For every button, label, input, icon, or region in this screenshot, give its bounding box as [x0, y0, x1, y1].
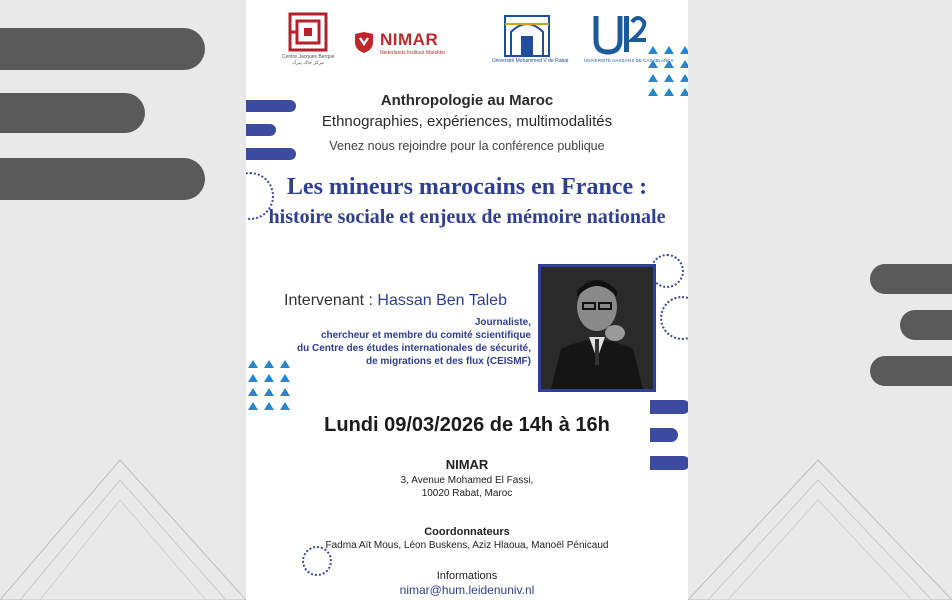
logo-row	[246, 12, 688, 78]
header-line3: Venez nous rejoindre pour la conférence publique	[329, 139, 605, 153]
conference-subtitle: histoire sociale et enjeux de mémoire nationale	[268, 206, 666, 228]
nimar-logo-title: NIMAR	[380, 30, 439, 49]
uh2-logo	[584, 12, 674, 63]
cjb-logo-caption: Centre Jacques Berque	[282, 54, 335, 60]
cjb-logo	[282, 12, 334, 66]
um5-logo	[492, 12, 569, 64]
speaker-bio	[297, 316, 531, 368]
venue-address-line2: 10020 Rabat, Maroc	[421, 488, 513, 499]
conference-title: Les mineurs marocains en France :	[286, 174, 648, 200]
speaker-bio-line: Journaliste,	[474, 317, 531, 328]
speaker-bio-line: chercheur et membre du comité scientifique	[320, 330, 531, 341]
background-shape	[0, 158, 205, 200]
venue-name: NIMAR	[445, 457, 489, 472]
um5-logo-caption: Université Mohammed V de Rabat	[492, 58, 569, 64]
info-label: Informations	[436, 570, 498, 582]
background-shape	[870, 356, 952, 386]
background-shape	[0, 93, 145, 133]
background-pattern	[688, 420, 952, 600]
speaker-photo	[538, 264, 656, 392]
coordinators-label: Coordonnateurs	[424, 526, 510, 538]
decorative-dotted-circle	[660, 296, 688, 340]
background-shape	[0, 28, 205, 70]
speaker-label: Intervenant :	[284, 292, 373, 309]
background-pattern	[0, 420, 246, 600]
venue-address-line1: 3, Avenue Mohamed El Fassi,	[400, 475, 534, 486]
event-date: Lundi 09/03/2026 de 14h à 16h	[324, 414, 610, 436]
speaker-bio-line: de migrations et des flux (CEISMF)	[365, 356, 531, 367]
speaker-line	[284, 292, 507, 310]
coordinators-names: Fadma Aït Mous, Léon Buskens, Aziz Hlaoua, Manoël Pénicaud	[325, 540, 609, 551]
contact-email[interactable]: nimar@hum.leidenuniv.nl	[399, 583, 535, 597]
decorative-triangles	[248, 360, 290, 410]
background-shape	[900, 310, 952, 340]
cjb-logo-caption-ar: مركز جاك بيرك	[292, 60, 324, 66]
poster	[246, 0, 688, 600]
decorative-triangles	[648, 46, 688, 96]
nimar-logo-subtitle: Nederlands Instituut Marokko	[380, 50, 446, 56]
speaker-bio-line: du Centre des études internationales de sécurité,	[297, 343, 531, 354]
speaker-name: Hassan Ben Taleb	[377, 292, 507, 309]
background-shape	[870, 264, 952, 294]
header-line2: Ethnographies, expériences, multimodalités	[321, 113, 613, 130]
header-line1: Anthropologie au Maroc	[380, 92, 554, 109]
uh2-logo-caption: UNIVERSITÉ HASSAN II DE CASABLANCA	[584, 58, 674, 63]
